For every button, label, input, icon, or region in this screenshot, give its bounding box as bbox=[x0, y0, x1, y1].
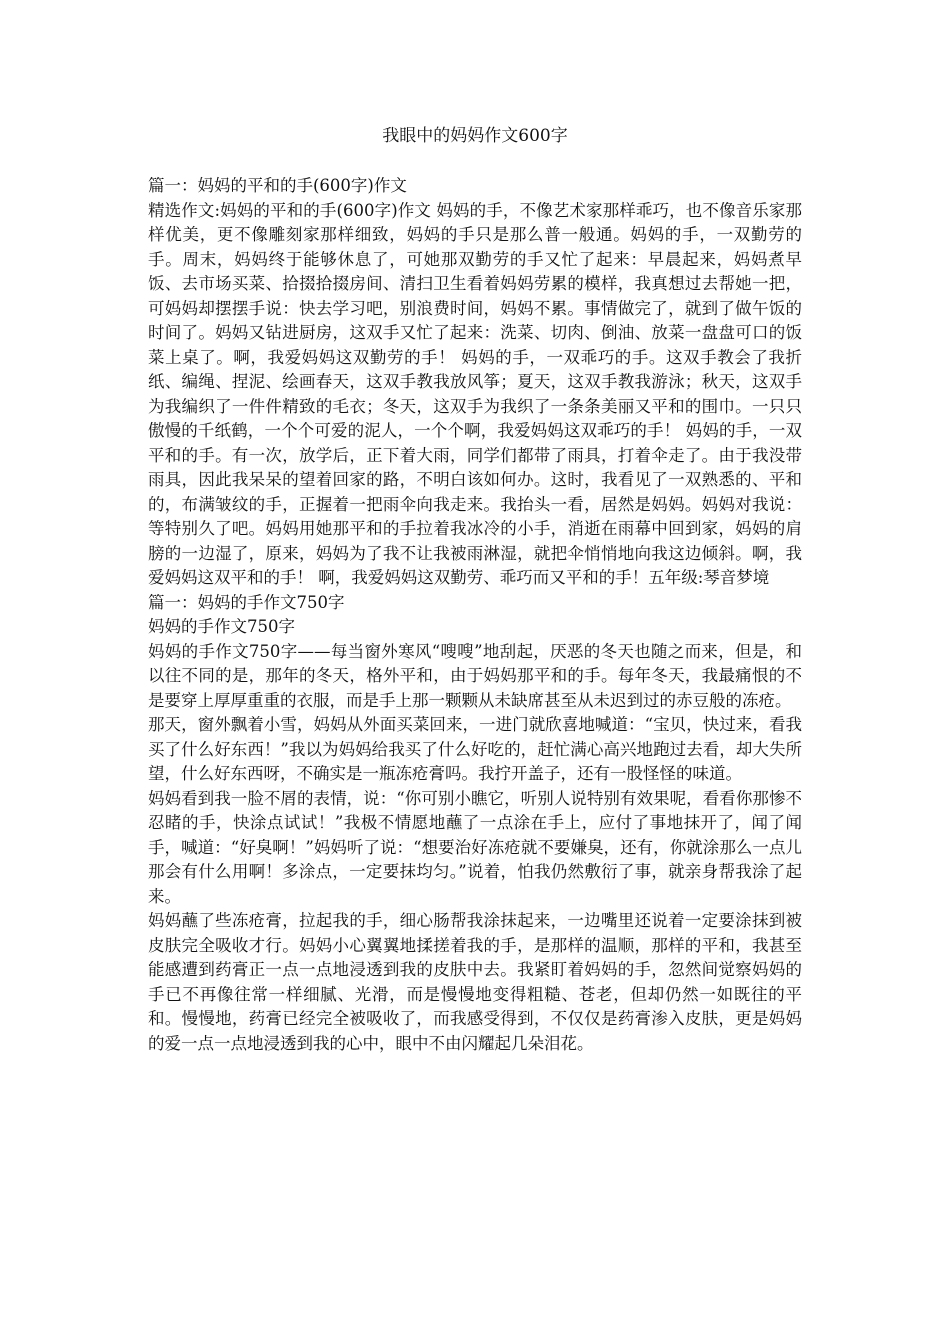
article-title: 妈妈的手作文750字 bbox=[148, 617, 295, 636]
document-title: 我眼中的妈妈作文600字 bbox=[382, 126, 568, 146]
document-body bbox=[148, 174, 802, 1056]
body-paragraph: 那天，窗外飘着小雪，妈妈从外面买菜回来，一进门就欣喜地喊道：“宝贝，快过来，看我买了什么好东西！”我以为妈妈给我买了什么好吃的，赶忙满心高兴地跑过去看，却大失所望，什么好东西呀，不确实是一瓶冻疮膏吗。我拧开盖子，还有一股怪怪的味道。 bbox=[148, 715, 802, 783]
body-paragraph: 妈妈蘸了些冻疮膏，拉起我的手，细心肠帮我涂抹起来，一边嘴里还说着一定要涂抹到被皮肤完全吸收才行。妈妈小心翼翼地揉搓着我的手，是那样的温顺，那样的平和，我甚至能感遭到药膏正一点一点地浸透到我的皮肤中去。我紧盯着妈妈的手，忽然间觉察妈妈的手已不再像往常一样细腻、光滑，而是慢慢地变得粗糙、苍老，但却仍然一如既往的平和。慢慢地，药膏已经完全被吸收了，而我感受得到，不仅仅是药膏渗入皮肤，更是妈妈的爱一点一点地浸透到我的心中，眼中不由闪耀起几朵泪花。 bbox=[148, 911, 802, 1053]
section-heading: 篇一：妈妈的平和的手(600字)作文 bbox=[148, 176, 407, 195]
section-heading: 篇一：妈妈的手作文750字 bbox=[148, 592, 345, 612]
body-paragraph: 妈妈看到我一脸不屑的表情，说：“你可别小瞧它，听别人说特别有效果呢，看看你那惨不忍睹的手，快涂点试试！”我极不情愿地蘸了一点涂在手上，应付了事地抹开了，闻了闻手，喊道：“好臭啊！”妈妈听了说：“想要治好冻疮就不要嫌臭，还有，你就涂那么一点儿那会有什么用啊！多涂点，一定要抹均匀。”说着，怕我仍然敷衍了事，就亲身帮我涂了起来。 bbox=[148, 788, 802, 906]
body-paragraph: 精选作文:妈妈的平和的手(600字)作文 妈妈的手，不像艺术家那样乖巧，也不像音乐家那样优美，更不像雕刻家那样细致，妈妈的手只是那么普一般通。妈妈的手，一双勤劳的手。周末，妈妈终于能够休息了，可她那双勤劳的手又忙了起来：早晨起来，妈妈煮早饭、去市场买菜、拾掇拾掇房间、清扫卫生看着妈妈劳累的模样，我真想过去帮她一把，可妈妈却摆摆手说：快去学习吧，别浪费时间，妈妈不累。事情做完了，就到了做午饭的时间了。妈妈又钻进厨房，这双手又忙了起来：洗菜、切肉、倒油、放菜一盘盘可口的饭菜上桌了。啊，我爱妈妈这双勤劳的手！ 妈妈的手，一双乖巧的手。这双手教会了我折纸、编绳、捏泥、绘画春天，这双手教我放风筝；夏天，这双手教我游泳；秋天，这双手为我编织了一件件精致的毛衣；冬天，这双手为我织了一条条美丽又平和的围巾。一只只傲慢的千纸鹤，一个个可爱的泥人，一个个啊，我爱妈妈这双乖巧的手！ 妈妈的手，一双平和的手。有一次，放学后，正下着大雨，同学们都带了雨具，打着伞走了。由于我没带雨具，因此我呆呆的望着回家的路，不明白该如何办。这时，我看见了一双熟悉的、平和的，布满皱纹的手，正握着一把雨伞向我走来。我抬头一看，居然是妈妈。妈妈对我说：等特别久了吧。妈妈用她那平和的手拉着我冰冷的小手，消逝在雨幕中回到家，妈妈的肩膀的一边湿了，原来，妈妈为了我不让我被雨淋湿，就把伞悄悄地向我这边倾斜。啊，我爱妈妈这双平和的手！ 啊，我爱妈妈这双勤劳、乖巧而又平和的手！五年级:琴音梦境 bbox=[148, 200, 802, 587]
body-paragraph: 妈妈的手作文750字——每当窗外寒风“嗖嗖”地刮起，厌恶的冬天也随之而来，但是，和以往不同的是，那年的冬天，格外平和，由于妈妈那平和的手。每年冬天，我最痛恨的不是要穿上厚厚重重的衣服，而是手上那一颗颗从未缺席甚至从未迟到过的赤豆般的冻疮。 bbox=[148, 641, 802, 710]
